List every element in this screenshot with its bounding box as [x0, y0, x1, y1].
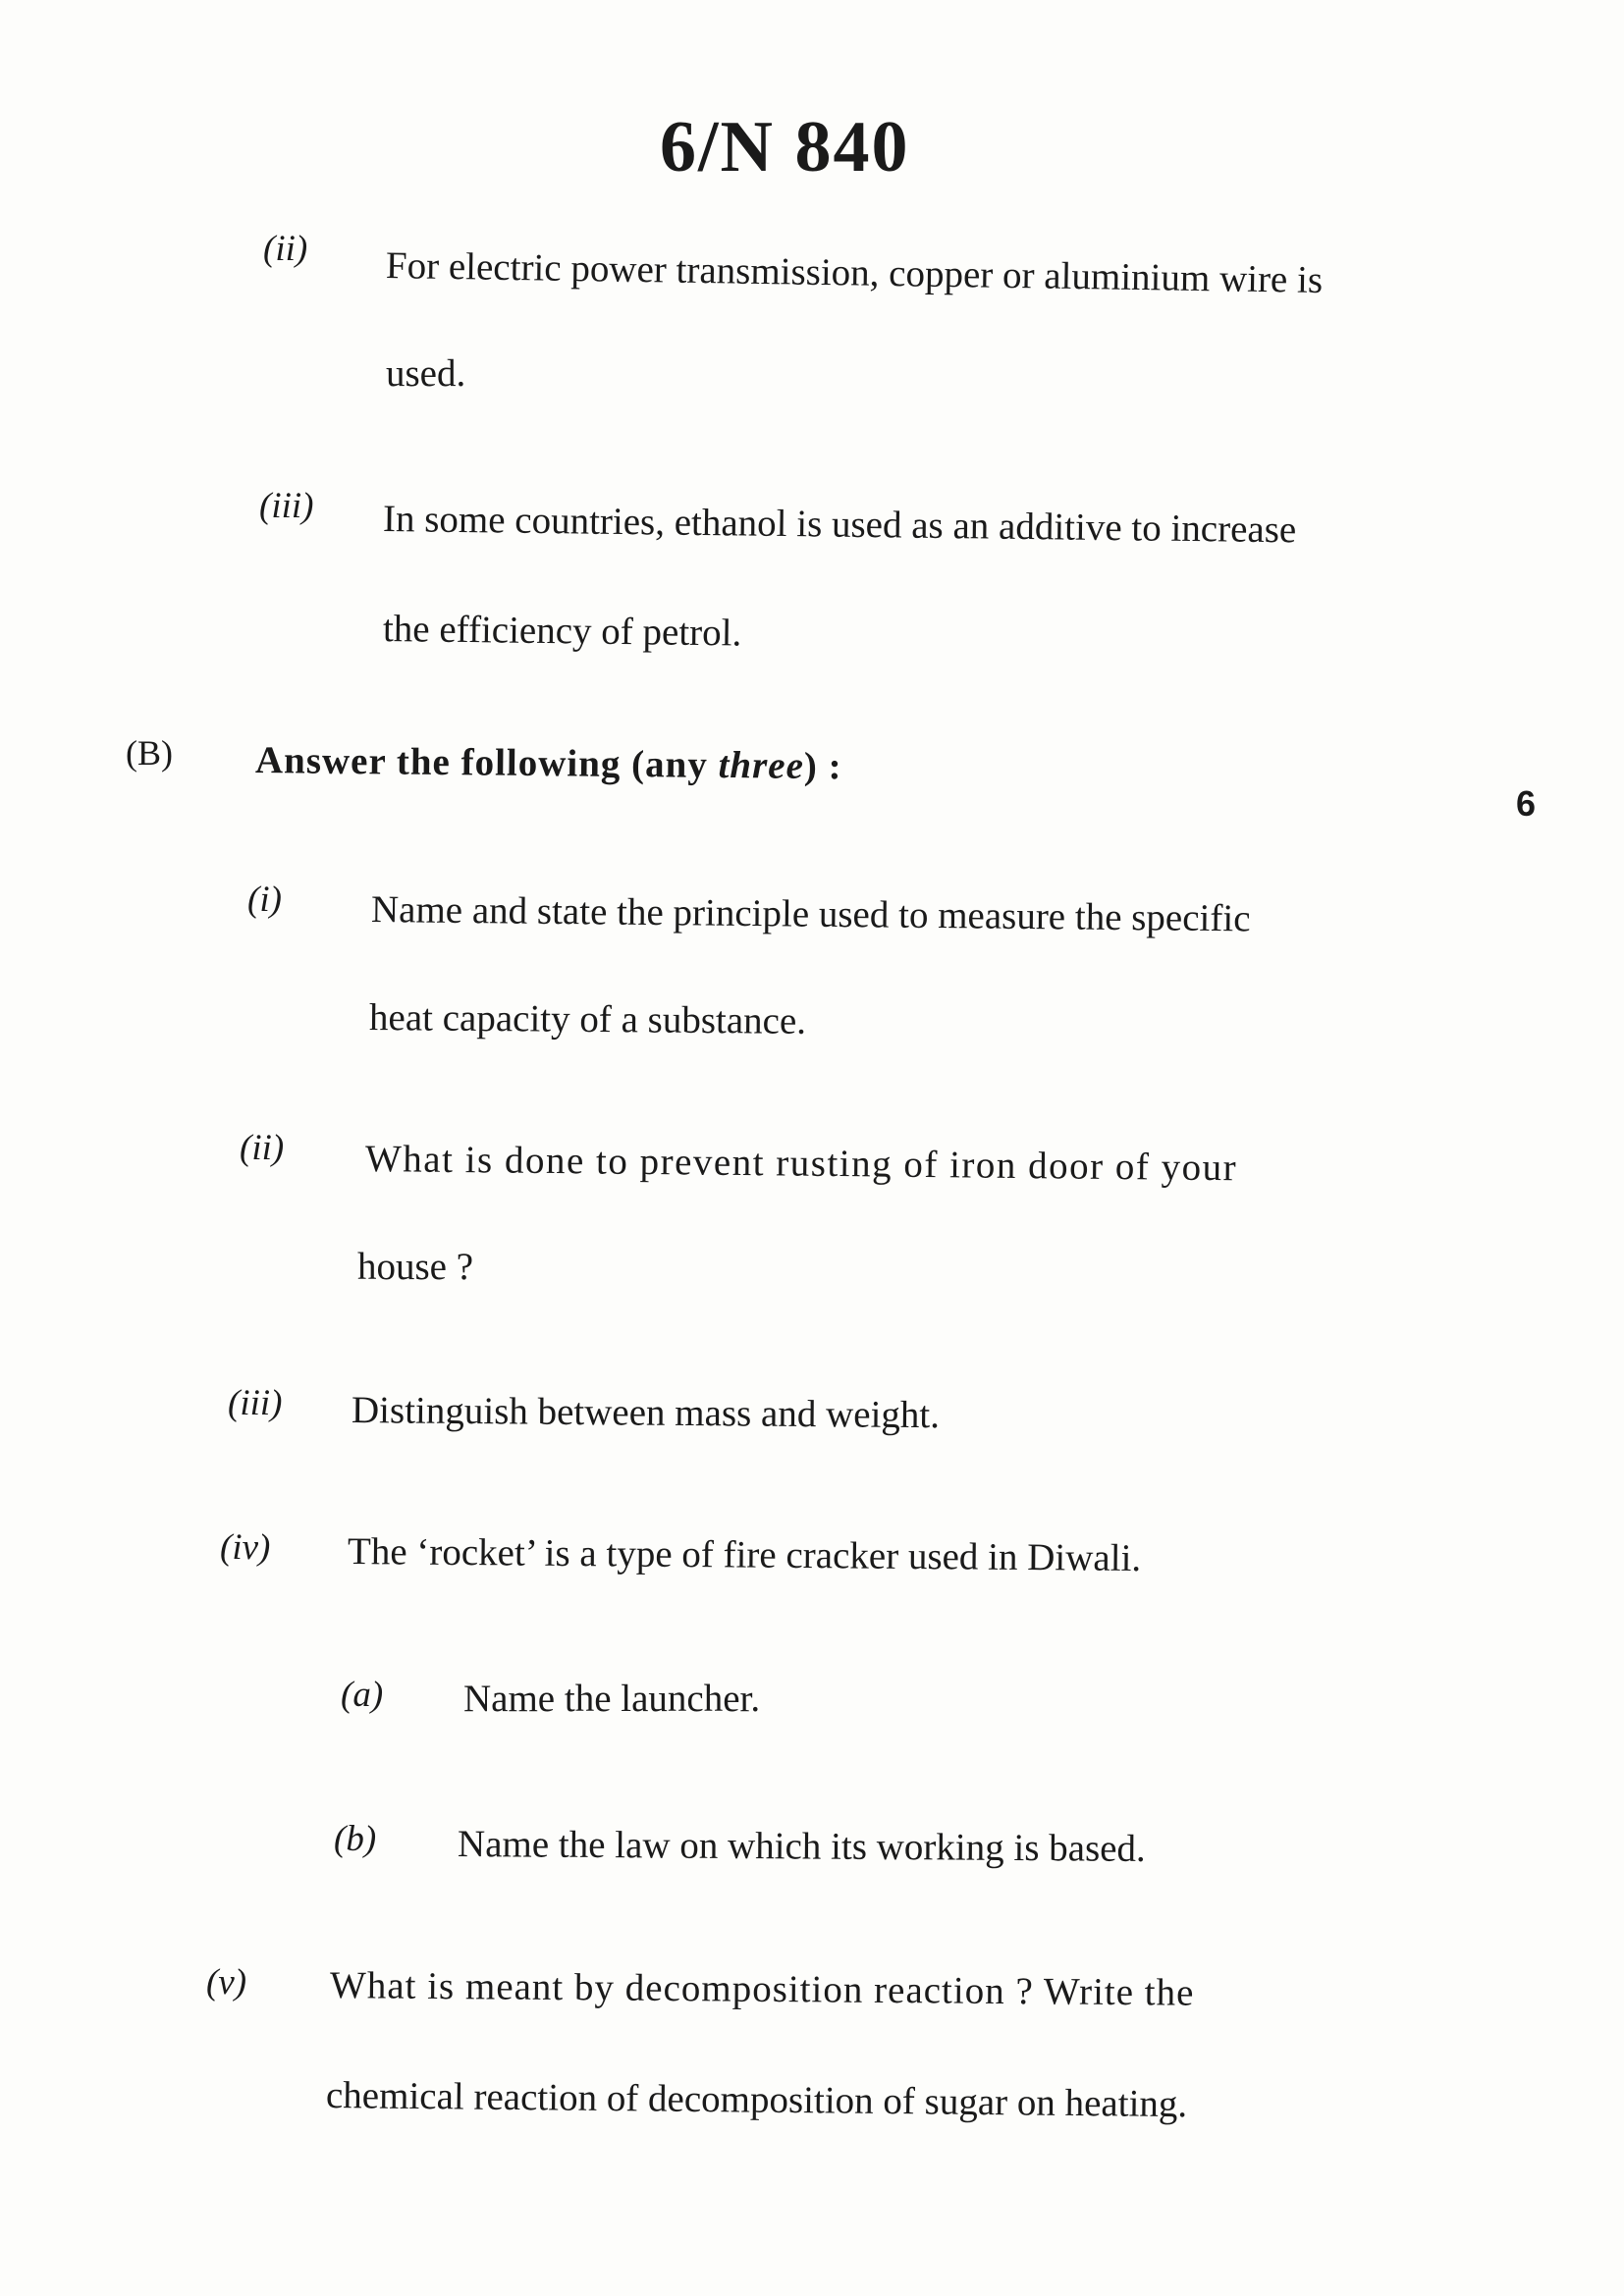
item-text-line: In some countries, ethanol is used as an additive to increase: [382, 498, 1297, 552]
marks: 6: [1516, 783, 1537, 824]
item-number: (v): [206, 1962, 247, 2002]
section-label: (B): [126, 733, 173, 773]
subitem-text: Name the law on which its working is based.: [457, 1823, 1146, 1870]
item-number: (iv): [220, 1527, 271, 1568]
item-number: (iii): [259, 486, 314, 526]
item-number: (ii): [240, 1128, 285, 1168]
item-text-line: The ‘rocket’ is a type of fire cracker used in Diwali.: [347, 1530, 1142, 1580]
item-text-line: used.: [386, 352, 466, 395]
item-text-line: Name and state the principle used to measure the specific: [370, 888, 1251, 940]
item-text-line: chemical reaction of decomposition of sugar on heating.: [325, 2074, 1188, 2126]
subitem-number: (a): [341, 1675, 384, 1715]
heading-text: Answer the following (any: [254, 739, 719, 786]
item-text-line: What is meant by decomposition reaction ? Write the: [329, 1964, 1195, 2014]
section-heading: [255, 738, 842, 788]
item-text-line: house ?: [357, 1246, 474, 1288]
item-number: (i): [247, 880, 282, 920]
item-text-line: the efficiency of petrol.: [382, 608, 742, 655]
item-text-line: What is done to prevent rusting of iron door of your: [364, 1138, 1238, 1190]
item-text-line: Distinguish between mass and weight.: [351, 1389, 941, 1437]
item-number: (ii): [263, 229, 308, 269]
item-text-line: For electric power transmission, copper or aluminium wire is: [385, 244, 1324, 301]
paper-code: 6/N 840: [660, 107, 910, 187]
heading-text: ) :: [803, 744, 842, 788]
heading-emphasis: three: [718, 743, 805, 787]
item-number: (iii): [228, 1383, 283, 1423]
subitem-number: (b): [334, 1819, 377, 1859]
item-text-line: heat capacity of a substance.: [368, 996, 807, 1042]
subitem-text: Name the launcher.: [463, 1678, 761, 1720]
